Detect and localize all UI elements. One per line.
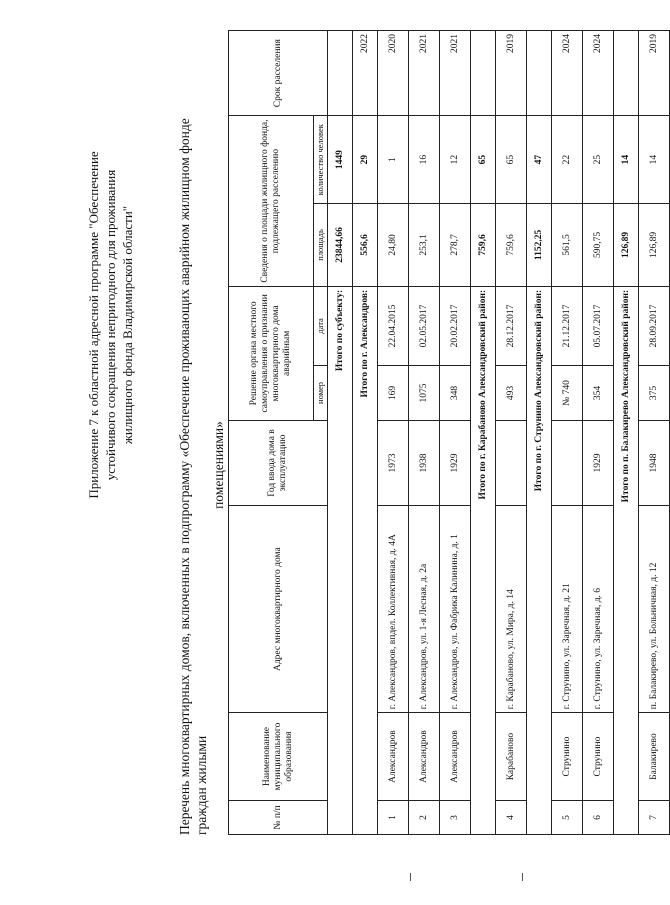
row-mun: Струнино <box>583 713 614 801</box>
row-year <box>552 420 583 505</box>
col-header-mun: Наименование муниципального образования <box>229 713 328 801</box>
row-people: 65 <box>496 116 527 204</box>
houses-table <box>228 30 670 835</box>
title-line: помещениями» <box>211 421 226 509</box>
total-label: Итого по субъекту: <box>328 286 353 834</box>
row-num: 3 <box>440 800 471 834</box>
row-year: 1948 <box>639 420 670 505</box>
row-area: 253,1 <box>409 204 440 287</box>
total-row <box>353 31 378 835</box>
row-area: 590,75 <box>583 204 614 287</box>
table-row <box>496 31 527 835</box>
row-people: 16 <box>409 116 440 204</box>
row-decision-num: 493 <box>496 366 527 421</box>
row-term: 2021 <box>440 31 471 116</box>
header-line: Приложение 7 к областной адресной программе "Обеспечение <box>86 151 101 499</box>
row-year: 1929 <box>583 420 614 505</box>
total-row <box>328 31 353 835</box>
row-num: 2 <box>409 800 440 834</box>
row-addr: г. Александров, ул. 1-я Лесная, д. 2а <box>409 506 440 713</box>
row-num: 1 <box>378 800 409 834</box>
col-header-decision-num: номер <box>314 366 328 421</box>
total-term <box>527 31 552 116</box>
total-area: 1152,25 <box>527 204 552 287</box>
row-people: 1 <box>378 116 409 204</box>
row-decision-date: 22.04.2015 <box>378 286 409 365</box>
table-row <box>440 31 471 835</box>
total-area: 126,89 <box>614 204 639 287</box>
total-row <box>614 31 639 835</box>
row-area: 278,7 <box>440 204 471 287</box>
total-area: 556,6 <box>353 204 378 287</box>
total-area: 759,6 <box>471 204 496 287</box>
row-decision-date: 28.09.2017 <box>639 286 670 365</box>
row-mun: Александров <box>378 713 409 801</box>
total-row <box>471 31 496 835</box>
row-term: 2021 <box>409 31 440 116</box>
row-mun: Александров <box>440 713 471 801</box>
row-decision-date: 20.02.2017 <box>440 286 471 365</box>
total-area: 23844,66 <box>328 204 353 287</box>
total-row <box>527 31 552 835</box>
title-line: Перечень многоквартирных домов, включенных в подпрограмму «Обеспечение проживающих аварийном жилищном фонде граждан жилыми <box>177 118 209 835</box>
row-term: 2024 <box>583 31 614 116</box>
row-decision-num: 354 <box>583 366 614 421</box>
table-row <box>409 31 440 835</box>
row-num: 7 <box>639 800 670 834</box>
col-header-area: площадь <box>314 204 328 287</box>
header-line: жилищного фонда Владимирской области" <box>120 205 135 445</box>
row-mun: Балакирево <box>639 713 670 801</box>
total-label: Итого по г. Александров: <box>353 286 378 834</box>
row-decision-num: 169 <box>378 366 409 421</box>
col-header-decision: Решение органа местного самоуправления о признании многоквартирного дома аварийным <box>229 286 314 420</box>
row-area: 24,80 <box>378 204 409 287</box>
row-num: 5 <box>552 800 583 834</box>
row-mun: Карабаново <box>496 713 527 801</box>
margin-mark <box>410 873 411 881</box>
row-term: 2020 <box>378 31 409 116</box>
table-row <box>583 31 614 835</box>
row-addr: г. Струнино, ул. Заречная, д. 21 <box>552 506 583 713</box>
total-people: 65 <box>471 116 496 204</box>
col-header-term: Срок расселения <box>229 31 328 116</box>
row-term: 2019 <box>639 31 670 116</box>
row-num: 6 <box>583 800 614 834</box>
row-addr: г. Александров, впдел. Коллективная, д. 4А <box>378 506 409 713</box>
total-people: 1449 <box>328 116 353 204</box>
row-decision-num: № 740 <box>552 366 583 421</box>
total-label: Итого по г. Струнино Александровский район: <box>527 286 552 834</box>
row-decision-num: 348 <box>440 366 471 421</box>
row-addr: г. Александров, ул. Фабрика Калинина, д. 1 <box>440 506 471 713</box>
row-decision-num: 1075 <box>409 366 440 421</box>
row-decision-date: 02.05.2017 <box>409 286 440 365</box>
table-header-row <box>229 31 314 835</box>
total-term <box>614 31 639 116</box>
col-header-people: количество человек <box>314 116 328 204</box>
total-people: 14 <box>614 116 639 204</box>
table-row <box>378 31 409 835</box>
document-title <box>176 95 227 835</box>
row-year: 1973 <box>378 420 409 505</box>
row-term: 2024 <box>552 31 583 116</box>
table-row <box>552 31 583 835</box>
row-addr: г. Струнино, ул. Заречная, д. 6 <box>583 506 614 713</box>
row-area: 561,5 <box>552 204 583 287</box>
row-year <box>496 420 527 505</box>
row-people: 25 <box>583 116 614 204</box>
row-addr: г. Карабаново, ул. Мира, д. 14 <box>496 506 527 713</box>
col-header-num: № п/п <box>229 800 328 834</box>
col-header-addr: Адрес многоквартирного дома <box>229 506 328 713</box>
header-line: устойчивого сокращения непригодного для проживания <box>103 169 118 481</box>
row-area: 126,89 <box>639 204 670 287</box>
row-decision-date: 05.07.2017 <box>583 286 614 365</box>
row-people: 12 <box>440 116 471 204</box>
row-year: 1929 <box>440 420 471 505</box>
total-label: Итого по г. Карабаново Александровский район: <box>471 286 496 834</box>
col-header-year: Год ввода дома в эксплуатацию <box>229 420 328 505</box>
total-term: 2022 <box>353 31 378 116</box>
table-row <box>639 31 670 835</box>
row-decision-date: 28.12.2017 <box>496 286 527 365</box>
row-year: 1938 <box>409 420 440 505</box>
row-area: 759,6 <box>496 204 527 287</box>
row-mun: Струнино <box>552 713 583 801</box>
total-term <box>471 31 496 116</box>
col-header-decision-date: дата <box>314 286 328 365</box>
row-decision-date: 21.12.2017 <box>552 286 583 365</box>
row-num: 4 <box>496 800 527 834</box>
margin-mark <box>522 873 523 881</box>
table-body <box>229 31 670 835</box>
total-term <box>328 31 353 116</box>
row-people: 14 <box>639 116 670 204</box>
row-people: 22 <box>552 116 583 204</box>
total-label: Итого по п. Балакирево Александровский район: <box>614 286 639 834</box>
col-header-info: Сведения о площади жилищного фонда, подлежащего расселению <box>229 116 314 287</box>
total-people: 29 <box>353 116 378 204</box>
row-addr: п. Балакирево, ул. Больничная, д. 12 <box>639 506 670 713</box>
row-mun: Александров <box>409 713 440 801</box>
row-decision-num: 375 <box>639 366 670 421</box>
appendix-header <box>85 75 136 575</box>
total-people: 47 <box>527 116 552 204</box>
row-term: 2019 <box>496 31 527 116</box>
